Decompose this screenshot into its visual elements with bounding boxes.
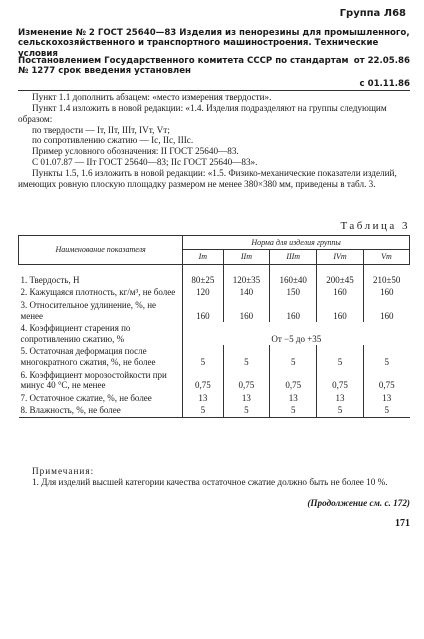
group-code: Группа Л68 [339,8,406,19]
row-name: 1. Твердость, Н [20,274,80,285]
cell-value: 13 [317,392,364,405]
decree-block [18,56,410,77]
divider [18,90,410,91]
cell-value: 5 [270,404,317,417]
column-header-group: IIт [223,250,270,264]
table-row [19,286,410,299]
row-name: 2. Кажущаяся плотность, кг/м³, не более [20,287,176,298]
row-name: 8. Влажность, %, не более [19,404,183,417]
cell-value: 200±45 [317,264,364,286]
cell-value: 5 [223,345,270,368]
cell-value: 5 [223,404,270,417]
cell-value: 13 [270,392,317,405]
cell-value: 0,75 [223,369,270,392]
effective-date: с 01.11.86 [359,79,410,89]
decree-date: от 22.05.86 [353,56,410,66]
table-row [19,264,410,286]
cell-value: 160 [363,286,409,299]
table-row [19,345,410,368]
notes-title: Примечания: [32,466,95,476]
table-row [19,369,410,392]
column-header-group: IIIт [270,250,317,264]
cell-value: 13 [183,392,223,405]
cell-value: 0,75 [363,369,409,392]
cell-value: 160 [317,299,364,322]
cell-value: 0,75 [317,369,364,392]
row-name: 3. Относительное удлинение, %, не менее [20,299,157,321]
amendment-body [18,92,410,190]
change-heading: Изменение № 2 ГОСТ 25640—83 Изделия из пенорезины для промышленного, сельскохозяйственного и транспортного машиностроения. Технические условия [18,28,410,59]
note-item: 1. Для изделий высшей категории качества остаточное сжатие должно быть не более 10 %. [32,476,388,487]
page-number: 171 [395,518,410,529]
row-name: 7. Остаточное сжатие, %, не более [20,392,152,403]
cell-value: 5 [317,404,364,417]
cell-value: 160 [317,286,364,299]
cell-value: 5 [363,345,409,368]
paragraph: по твердости — Iт, IIт, IIIт, IVт, Vт; [32,124,170,135]
table-row [19,404,410,417]
paragraph: С 01.07.87 — IIт ГОСТ 25640—83; IIс ГОСТ 25640—83». [32,157,258,168]
cell-value: 0,75 [270,369,317,392]
table-row [19,299,410,322]
cell-value: 80±25 [183,264,223,286]
cell-value: 160 [223,299,270,322]
column-header-norm: Норма для изделия группы [183,236,410,250]
column-header-group: IVт [317,250,364,264]
table-row [19,322,410,345]
row-name: 6. Коэффициент морозостойкости при минус 40 °С, не менее [20,369,167,391]
decree-text: Постановлением Государственного комитета СССР по стандартам [18,56,349,66]
row-name: 4. Коэффициент старения по сопротивлению сжатию, % [20,323,131,344]
properties-table [18,235,410,418]
cell-value: 160 [270,299,317,322]
paragraph: Пункт 1.4 изложить в новой редакции: «1.4. Изделия подразделяют на группы следующим образом: [18,102,387,124]
cell-value: 160 [183,299,223,322]
decree-line2: № 1277 срок введения установлен [18,66,191,77]
cell-value: 120±35 [223,264,270,286]
cell-value: 210±50 [363,264,409,286]
paragraph: по сопротивлению сжатию — Iс, IIс, IIIс. [32,135,194,146]
notes-block [18,466,410,488]
cell-value: 5 [183,345,223,368]
table-title: Таблица 3 [340,220,410,232]
cell-value: 160±40 [270,264,317,286]
cell-value: 120 [183,286,223,299]
cell-value: 13 [363,392,409,405]
column-header-group: Iт [183,250,223,264]
continuation-note: (Продолжение см. с. 172) [307,498,410,508]
paragraph: Пункты 1.5, 1.6 изложить в новой редакции: «1.5. Физико-механические показатели изделий, имеющих ровную плоскую площадку размером не менее 380×380 мм, приведены в табл. 3. [18,168,397,189]
cell-value: 5 [183,404,223,417]
paragraph: Пример условного обозначения: II ГОСТ 25640—83. [32,146,239,157]
table-row [19,392,410,405]
cell-value: 160 [363,299,409,322]
row-name: 5. Остаточная деформация после многократного сжатия, %, не более [20,346,156,368]
cell-value: 5 [270,345,317,368]
cell-value: 5 [317,345,364,368]
cell-value: 5 [363,404,409,417]
paragraph: Пункт 1.1 дополнить абзацем: «место измерения твердости». [32,92,272,102]
cell-value: 13 [223,392,270,405]
cell-value-span: От −5 до +35 [183,322,410,345]
cell-value: 150 [270,286,317,299]
cell-value: 0,75 [183,369,223,392]
column-header-group: Vт [363,250,409,264]
cell-value: 140 [223,286,270,299]
column-header-name: Наименование показателя [19,236,183,265]
